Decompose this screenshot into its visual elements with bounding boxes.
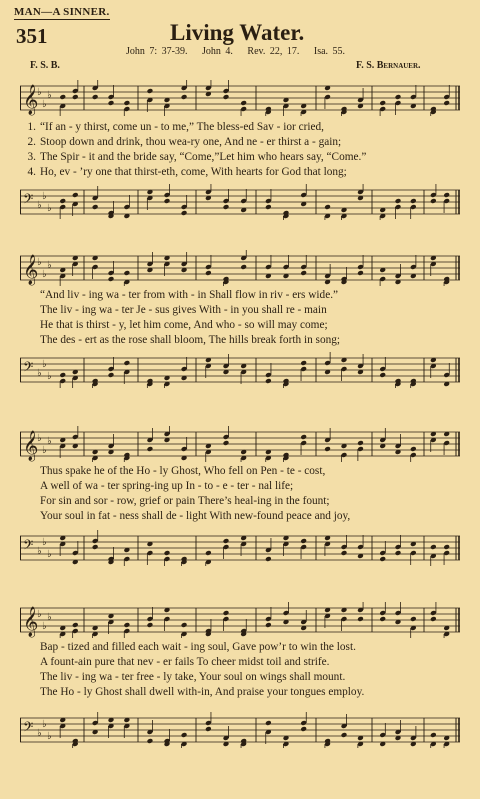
hymn-number: 351 <box>16 24 48 48</box>
scripture-ref: John 7: 37-39. <box>126 46 188 57</box>
svg-text:𝄢: 𝄢 <box>23 719 34 738</box>
svg-text:♭: ♭ <box>37 257 42 268</box>
lyric-line: For sin and sor - row, grief or pain There’s heal-ing in the fount; <box>40 495 330 507</box>
treble-staff-lines <box>20 250 460 286</box>
lyric-line: Thus spake he of the Ho - ly Ghost, Who fell on Pen - te - cost, <box>40 465 326 477</box>
words-credit: F. S. B. <box>30 60 60 71</box>
lyric-line: The Ho - ly Ghost shall dwell with-in, And praise your tongues employ. <box>40 686 365 698</box>
lyric-line: He that is thirst - y, let him come, And who - so will may come; <box>40 319 328 331</box>
section-label: MAN—A SINNER. <box>14 6 110 18</box>
svg-text:♭: ♭ <box>47 549 52 560</box>
svg-text:♭: ♭ <box>47 260 52 271</box>
svg-text:♭: ♭ <box>47 612 52 623</box>
lyric-line: The des - ert as the rose shall bloom, The hills break forth in song; <box>40 334 341 346</box>
bass-staff-lines <box>20 712 460 748</box>
scripture-ref: John 4. <box>202 46 233 57</box>
music-system-4 <box>20 600 460 790</box>
svg-text:♭: ♭ <box>42 191 47 202</box>
svg-text:♭: ♭ <box>47 371 52 382</box>
lyric-line: 2. Stoop down and drink, thou wea-ry one, And ne - er thirst a - gain; <box>27 136 342 148</box>
bass-staff <box>20 352 460 388</box>
treble-staff-lines <box>20 426 460 462</box>
svg-text:𝄢: 𝄢 <box>23 537 34 556</box>
bass-staff <box>20 184 460 220</box>
svg-text:♭: ♭ <box>37 87 42 98</box>
treble-staff <box>20 426 460 462</box>
lyrics-block <box>20 120 460 180</box>
svg-text:♭: ♭ <box>42 537 47 548</box>
svg-text:♭: ♭ <box>42 269 47 280</box>
bass-staff-lines <box>20 184 460 220</box>
music-credit: F. S. Bernauer. <box>356 60 421 71</box>
lyrics-block <box>20 464 460 524</box>
lyrics-block <box>20 640 460 700</box>
svg-text:♭: ♭ <box>37 368 42 379</box>
lyric-line: A well of wa - ter spring-ing up In - to - e - ter - nal life; <box>40 480 294 492</box>
svg-text:♭: ♭ <box>37 200 42 211</box>
svg-text:♭: ♭ <box>37 728 42 739</box>
scripture-ref: Rev. 22, 17. <box>247 46 300 57</box>
bass-staff-lines <box>20 352 460 388</box>
svg-text:♭: ♭ <box>42 621 47 632</box>
svg-text:♭: ♭ <box>47 436 52 447</box>
svg-text:♭: ♭ <box>37 433 42 444</box>
svg-text:𝄞: 𝄞 <box>23 255 39 285</box>
treble-staff-lines <box>20 80 460 116</box>
svg-text:𝄞: 𝄞 <box>23 85 39 115</box>
lyric-line: 3. The Spir - it and the bride say, “Come,”Let him who hears say, “Come.” <box>27 151 367 163</box>
svg-text:♭: ♭ <box>37 546 42 557</box>
bass-staff-lines <box>20 530 460 566</box>
svg-text:♭: ♭ <box>42 445 47 456</box>
treble-staff-lines <box>20 602 460 638</box>
lyric-line: “And liv - ing wa - ter from with - in Shall flow in riv - ers wide.” <box>40 289 339 301</box>
lyric-line: The liv - ing wa - ter Je - sus gives With - in you shall re - main <box>40 304 327 316</box>
treble-staff <box>20 250 460 286</box>
treble-staff <box>20 602 460 638</box>
music-system-1 <box>20 72 460 240</box>
lyric-line: A fount-ain pure that nev - er fails To cheer midst toil and strife. <box>40 656 330 668</box>
lyric-line: Your soul in fat - ness shall de - light With new-found peace and joy, <box>40 510 351 522</box>
svg-text:♭: ♭ <box>42 719 47 730</box>
svg-text:♭: ♭ <box>42 99 47 110</box>
lyric-line: 1. “If an - y thirst, come un - to me,” The bless-ed Sav - ior cried, <box>27 121 325 133</box>
lyric-line: Bap - tized and filled each wait - ing soul, Gave pow’r to win the lost. <box>40 641 356 653</box>
treble-staff <box>20 80 460 116</box>
svg-text:𝄞: 𝄞 <box>23 607 39 637</box>
lyric-line: The liv - ing wa - ter free - ly take, Your soul on wings shall mount. <box>40 671 346 683</box>
music-system-3 <box>20 424 460 592</box>
bass-staff <box>20 712 460 748</box>
scripture-references <box>126 46 355 57</box>
svg-text:♭: ♭ <box>47 203 52 214</box>
lyric-line: 4. Ho, ev - ’ry one that thirst-eth, come, With hearts for God that long; <box>27 166 347 178</box>
svg-text:𝄞: 𝄞 <box>23 431 39 461</box>
bass-staff <box>20 530 460 566</box>
svg-text:𝄢: 𝄢 <box>23 359 34 378</box>
lyrics-block <box>20 288 460 348</box>
svg-text:♭: ♭ <box>47 731 52 742</box>
music-system-2 <box>20 248 460 416</box>
hymn-title: Living Water. <box>170 20 305 45</box>
svg-text:𝄢: 𝄢 <box>23 191 34 210</box>
svg-text:♭: ♭ <box>37 609 42 620</box>
svg-text:♭: ♭ <box>47 90 52 101</box>
scripture-ref: Isa. 55. <box>313 46 346 57</box>
svg-text:♭: ♭ <box>42 359 47 370</box>
